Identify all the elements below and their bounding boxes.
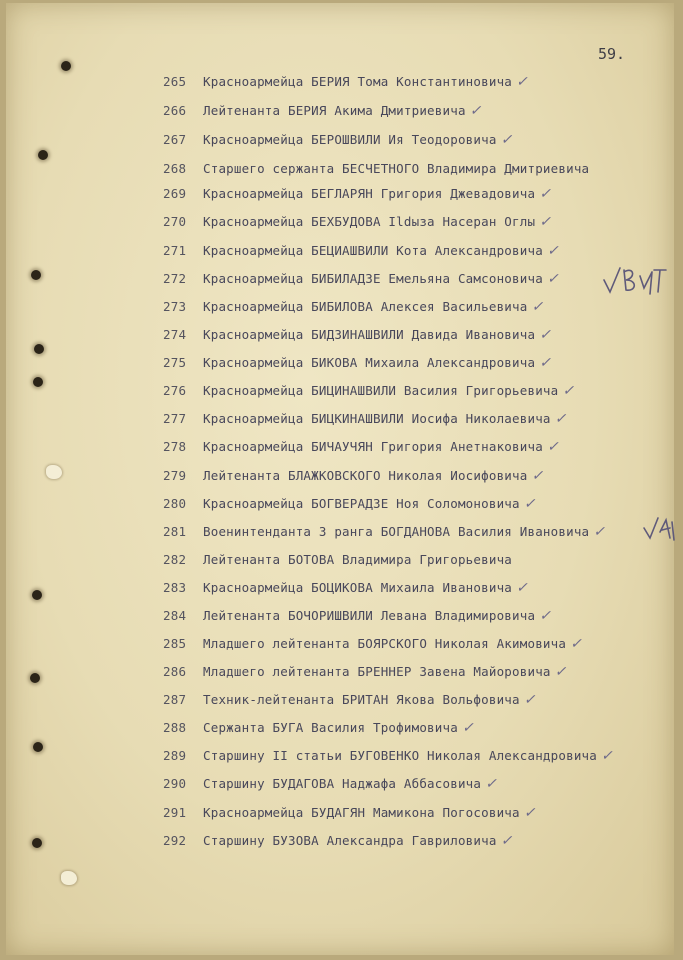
entry-text: Старшего сержанта БЕСЧЕТНОГО Владимира Дмитриевича — [203, 161, 590, 176]
list-item — [163, 831, 513, 851]
entry-number: 282 — [163, 552, 187, 567]
check-mark: ✓ — [539, 355, 552, 371]
list-item — [163, 774, 497, 794]
entry-text: Красноармейца БЕЦИАШВИЛИ Кота Александровича — [203, 243, 543, 258]
list-item — [163, 690, 536, 710]
entry-number: 288 — [163, 720, 187, 735]
entry-text: Младшего лейтенанта БОЯРСКОГО Николая Акимовича — [203, 636, 567, 651]
entry-text: Лейтенанта БОТОВА Владимира Григорьевича — [203, 552, 513, 567]
entry-text: Старшину БУЗОВА Александра Гавриловича — [203, 833, 497, 848]
entry-number: 286 — [163, 664, 187, 679]
entry-text: Красноармейца БЕРОШВИЛИ Ия Теодоровича — [203, 132, 497, 147]
list-item — [163, 325, 551, 345]
entry-text: Младшего лейтенанта БРЕННЕР Завена Майоровича — [203, 664, 551, 679]
check-mark: ✓ — [500, 833, 513, 849]
entry-text: Красноармейца БИЦИНАШВИЛИ Василия Григорьевича — [203, 383, 559, 398]
entry-number: 273 — [163, 299, 187, 314]
entry-text: Старшину II статьи БУГОВЕНКО Николая Александровича — [203, 748, 598, 763]
entry-number: 291 — [163, 805, 187, 820]
entry-number: 275 — [163, 355, 187, 370]
list-item — [163, 130, 513, 150]
list-item — [163, 159, 593, 179]
entry-text: Красноармейца БОГВЕРАДЗЕ Ноя Соломоновича — [203, 496, 520, 511]
check-mark: ✓ — [601, 748, 613, 764]
check-mark: ✓ — [562, 383, 575, 399]
list-item — [163, 606, 551, 626]
check-mark: ✓ — [516, 74, 528, 90]
list-item — [163, 269, 559, 289]
list-item — [163, 184, 551, 204]
list-item — [163, 578, 528, 598]
list-item — [163, 466, 543, 486]
list-item — [163, 494, 536, 514]
check-mark: ✓ — [516, 580, 528, 596]
list-item — [163, 409, 567, 429]
check-mark: ✓ — [570, 636, 583, 652]
check-mark: ✓ — [554, 411, 567, 427]
check-mark: ✓ — [546, 271, 559, 287]
check-mark: ✓ — [500, 132, 513, 148]
list-item — [163, 803, 536, 823]
entry-number: 284 — [163, 608, 187, 623]
check-mark: ✓ — [546, 243, 559, 259]
check-mark: ✓ — [523, 805, 536, 821]
entry-text: Лейтенанта БЕРИЯ Акима Дмитриевича — [203, 103, 466, 118]
entry-number: 281 — [163, 524, 187, 539]
entry-number: 274 — [163, 327, 187, 342]
entry-number: 265 — [163, 74, 187, 89]
list-item — [163, 718, 474, 738]
check-mark: ✓ — [469, 103, 482, 119]
check-mark: ✓ — [523, 692, 536, 708]
entry-number: 279 — [163, 468, 187, 483]
entry-number: 292 — [163, 833, 187, 848]
check-mark: ✓ — [546, 439, 559, 455]
entry-number: 280 — [163, 496, 187, 511]
list-item — [163, 437, 559, 457]
page-number: 59. — [598, 45, 626, 63]
entry-number: 287 — [163, 692, 187, 707]
entry-text: Старшину БУДАГОВА Наджафа Аббасовича — [203, 776, 482, 791]
entry-number: 285 — [163, 636, 187, 651]
entry-text: Красноармейца БЕХБУДОВА Ildыза Насеран Оглы — [203, 214, 536, 229]
entry-number: 290 — [163, 776, 187, 791]
list-item — [163, 634, 582, 654]
list-item — [163, 212, 551, 232]
entry-text: Техник-лейтенанта БРИТАН Якова Вольфовича — [203, 692, 520, 707]
check-mark: ✓ — [523, 496, 536, 512]
list-item — [163, 353, 551, 373]
entry-number: 272 — [163, 271, 187, 286]
entry-text: Красноармейца БОЦИКОВА Михаила Ивановича — [203, 580, 513, 595]
entry-number: 271 — [163, 243, 187, 258]
entry-number: 266 — [163, 103, 187, 118]
handwritten-note-scribble — [600, 262, 670, 298]
entry-number: 267 — [163, 132, 187, 147]
entry-number: 276 — [163, 383, 187, 398]
entry-text: Красноармейца БИБИЛОВА Алексея Васильевича — [203, 299, 528, 314]
list-item — [163, 241, 559, 261]
entry-number: 269 — [163, 186, 187, 201]
entry-text: Военинтенданта 3 ранга БОГДАНОВА Василия Ивановича — [203, 524, 590, 539]
check-mark: ✓ — [539, 186, 552, 202]
entry-text: Красноармейца БЕГЛАРЯН Григория Джевадовича — [203, 186, 536, 201]
entry-number: 283 — [163, 580, 187, 595]
list-item — [163, 662, 567, 682]
entry-text: Красноармейца БИБИЛАДЗЕ Емельяна Самсоновича — [203, 271, 543, 286]
entry-text: Красноармейца БУДАГЯН Мамикона Погосовича — [203, 805, 520, 820]
entry-text: Сержанта БУГА Василия Трофимовича — [203, 720, 458, 735]
check-mark: ✓ — [485, 776, 498, 792]
check-mark: ✓ — [461, 720, 474, 736]
entry-number: 270 — [163, 214, 187, 229]
list-item — [163, 550, 516, 570]
entry-number: 289 — [163, 748, 187, 763]
list-item — [163, 101, 482, 121]
entry-number: 278 — [163, 439, 187, 454]
check-mark: ✓ — [539, 608, 552, 624]
check-mark: ✓ — [539, 214, 552, 230]
check-mark: ✓ — [531, 468, 544, 484]
list-item — [163, 72, 528, 92]
entry-text: Красноармейца БИЦКИНАШВИЛИ Иосифа Николаевича — [203, 411, 551, 426]
check-mark: ✓ — [554, 664, 567, 680]
handwritten-note-scribble — [640, 512, 680, 544]
entry-number: 277 — [163, 411, 187, 426]
entry-text: Красноармейца БЕРИЯ Тома Константиновича — [203, 74, 513, 89]
check-mark: ✓ — [593, 524, 606, 540]
list-item — [163, 746, 613, 766]
check-mark: ✓ — [539, 327, 552, 343]
entry-text: Красноармейца БИЧАУЧЯН Григория Анетнаковича — [203, 439, 543, 454]
entry-number: 268 — [163, 161, 187, 176]
entry-text: Лейтенанта БЛАЖКОВСКОГО Николая Иосифовича — [203, 468, 528, 483]
list-item — [163, 297, 543, 317]
check-mark: ✓ — [531, 299, 544, 315]
entry-text: Лейтенанта БОЧОРИШВИЛИ Левана Владимировича — [203, 608, 536, 623]
list-item — [163, 381, 574, 401]
list-item — [163, 522, 605, 542]
entry-text: Красноармейца БИДЗИНАШВИЛИ Давида Ивановича — [203, 327, 536, 342]
entry-text: Красноармейца БИКОВА Михаила Александровича — [203, 355, 536, 370]
